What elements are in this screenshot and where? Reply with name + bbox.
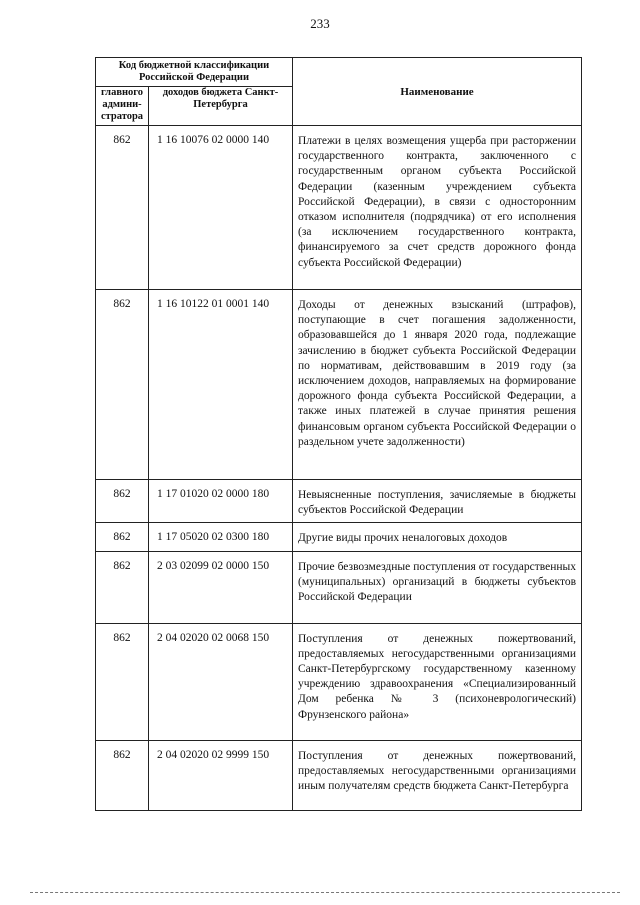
table-row xyxy=(96,523,582,551)
table-row xyxy=(96,623,582,740)
admin-code-cell: 862 xyxy=(96,126,149,290)
revenue-code-cell: 1 16 10076 02 0000 140 xyxy=(149,126,293,290)
scan-edge-line xyxy=(30,892,620,893)
table-row xyxy=(96,480,582,523)
budget-classification-table xyxy=(95,57,582,811)
revenue-code-cell: 2 04 02020 02 9999 150 xyxy=(149,740,293,810)
revenue-code-cell: 1 17 05020 02 0300 180 xyxy=(149,523,293,551)
header-name: Наименование xyxy=(293,58,582,126)
revenue-name-cell: Невыясненные поступления, зачисляемые в бюджеты субъектов Российской Федерации xyxy=(293,480,582,523)
revenue-name-cell: Поступления от денежных пожертвований, предоставляемых негосударственными организациями Санкт-Петербургскому государственному казенному учреждению здравоохранения «Специализированный Дом ребенка № 3 (психоневрологический) Фрунзенского района» xyxy=(293,623,582,740)
table-row xyxy=(96,551,582,623)
revenue-name-cell: Платежи в целях возмещения ущерба при расторжении государственного контракта, заключенного с государственным органом субъекта Российской Федерации (казенным учреждением субъекта Российской Федерации), в связи с односторонним отказом исполнителя (подрядчика) от его исполнения (за исключением государственного контракта, финансируемого за счет средств дорожного фонда субъекта Российской Федерации) xyxy=(293,126,582,290)
table-row xyxy=(96,740,582,810)
table-row xyxy=(96,126,582,290)
table-row xyxy=(96,290,582,480)
admin-code-cell: 862 xyxy=(96,623,149,740)
admin-code-cell: 862 xyxy=(96,480,149,523)
admin-code-cell: 862 xyxy=(96,290,149,480)
revenue-name-cell: Прочие безвозмездные поступления от государственных (муниципальных) организаций в бюджеты субъектов Российской Федерации xyxy=(293,551,582,623)
header-classification-code: Код бюджетной классификации Российской Федерации xyxy=(96,58,293,87)
revenue-code-cell: 2 04 02020 02 0068 150 xyxy=(149,623,293,740)
admin-code-cell: 862 xyxy=(96,551,149,623)
header-main-administrator: главного админи-стратора xyxy=(96,87,149,126)
table-header-row xyxy=(96,58,582,87)
admin-code-cell: 862 xyxy=(96,740,149,810)
revenue-name-cell: Доходы от денежных взысканий (штрафов), поступающие в счет погашения задолженности, образовавшейся до 1 января 2020 года, подлежащие зачислению в бюджет субъекта Российской Федерации по нормативам, действовавшим в 2019 году (за исключением доходов, направляемых на формирование дорожного фонда субъекта Российской Федерации, а также иных платежей в случае принятия решения финансовым органом субъекта Российской Федерации о раздельном учете задолженности) xyxy=(293,290,582,480)
revenue-code-cell: 1 17 01020 02 0000 180 xyxy=(149,480,293,523)
header-budget-revenue: доходов бюджета Санкт-Петербурга xyxy=(149,87,293,126)
admin-code-cell: 862 xyxy=(96,523,149,551)
revenue-code-cell: 2 03 02099 02 0000 150 xyxy=(149,551,293,623)
revenue-name-cell: Поступления от денежных пожертвований, предоставляемых негосударственными организациями иным получателям средств бюджета Санкт-Петербурга xyxy=(293,740,582,810)
revenue-code-cell: 1 16 10122 01 0001 140 xyxy=(149,290,293,480)
page-number: 233 xyxy=(310,16,330,31)
revenue-name-cell: Другие виды прочих неналоговых доходов xyxy=(293,523,582,551)
